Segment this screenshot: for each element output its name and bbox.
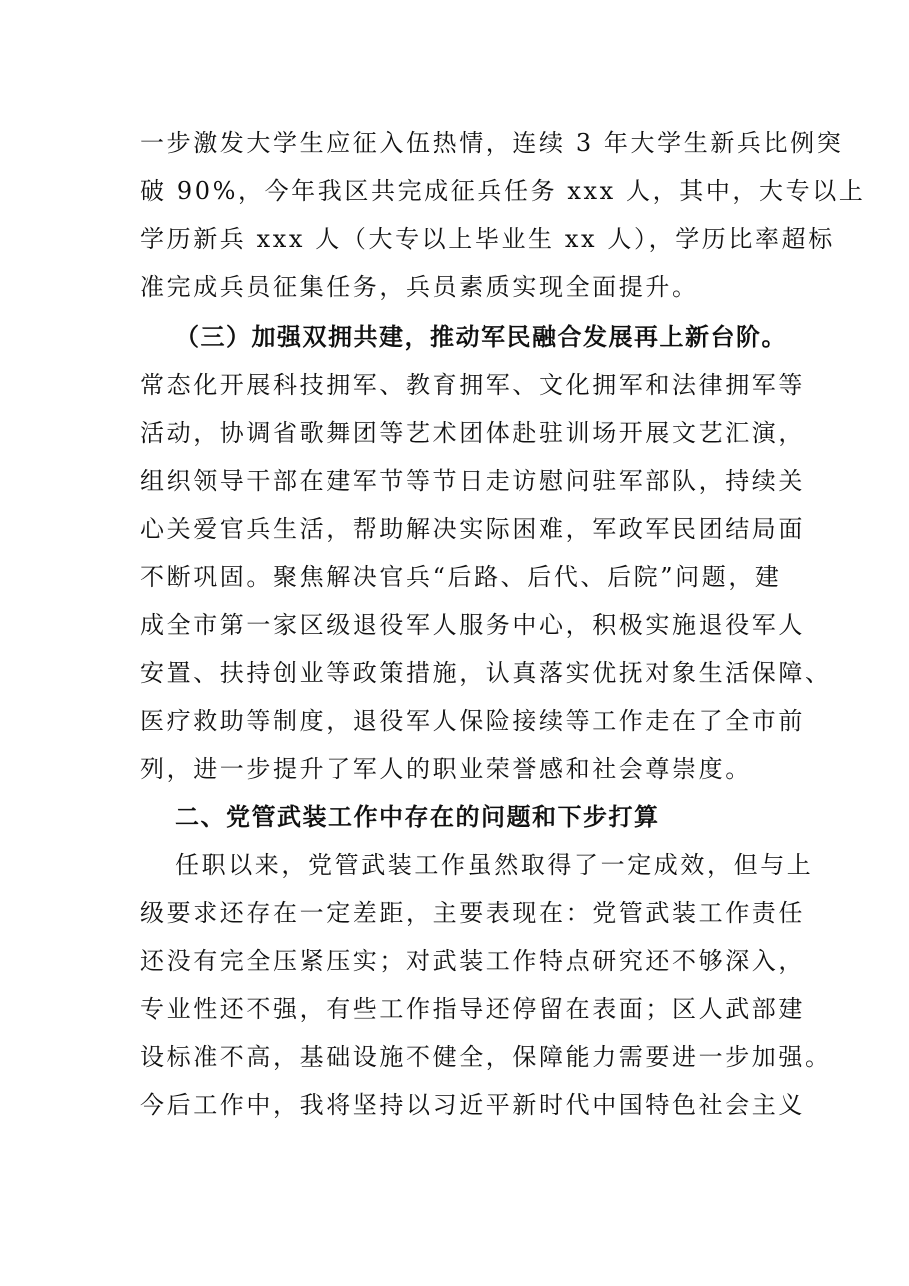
paragraph-line: 心关爱官兵生活，帮助解决实际困难，军政军民团结局面 — [140, 515, 805, 543]
paragraph-line: 今后工作中，我将坚持以习近平新时代中国特色社会主义 — [140, 1091, 805, 1119]
section-heading-2: 二、党管武装工作中存在的问题和下步打算 — [175, 803, 660, 831]
paragraph-line: 常态化开展科技拥军、教育拥军、文化拥军和法律拥军等 — [140, 371, 805, 399]
paragraph-line: 不断巩固。聚焦解决官兵“后路、后代、后院”问题，建 — [140, 563, 782, 591]
paragraph-line: 学历新兵 xxx 人（大专以上毕业生 xx 人），学历比率超标 — [140, 225, 835, 253]
paragraph-line: 破 90%，今年我区共完成征兵任务 xxx 人，其中，大专以上 — [140, 177, 866, 205]
paragraph-line: 列，进一步提升了军人的职业荣誉感和社会尊崇度。 — [140, 755, 752, 783]
paragraph-line: 专业性还不强，有些工作指导还停留在表面；区人武部建 — [140, 995, 805, 1023]
paragraph-line: 一步激发大学生应征入伍热情，连续 3 年大学生新兵比例突 — [140, 129, 844, 157]
paragraph-line: 准完成兵员征集任务，兵员素质实现全面提升。 — [140, 273, 699, 301]
paragraph-line: 组织领导干部在建军节等节日走访慰问驻军部队，持续关 — [140, 467, 805, 495]
paragraph-line: 成全市第一家区级退役军人服务中心，积极实施退役军人 — [140, 611, 805, 639]
paragraph-line: 活动，协调省歌舞团等艺术团体赴驻训场开展文艺汇演， — [140, 419, 805, 447]
section-heading-3: （三）加强双拥共建，推动军民融合发展再上新台阶。 — [175, 323, 787, 351]
paragraph-line: 设标准不高，基础设施不健全，保障能力需要进一步加强。 — [140, 1043, 832, 1071]
paragraph-line: 任职以来，党管武装工作虽然取得了一定成效，但与上 — [175, 851, 814, 879]
paragraph-line: 医疗救助等制度，退役军人保险接续等工作走在了全市前 — [140, 707, 805, 735]
paragraph-line: 还没有完全压紧压实；对武装工作特点研究还不够深入， — [140, 947, 805, 975]
paragraph-line: 级要求还存在一定差距，主要表现在：党管武装工作责任 — [140, 899, 805, 927]
paragraph-line: 安置、扶持创业等政策措施，认真落实优抚对象生活保障、 — [140, 659, 832, 687]
